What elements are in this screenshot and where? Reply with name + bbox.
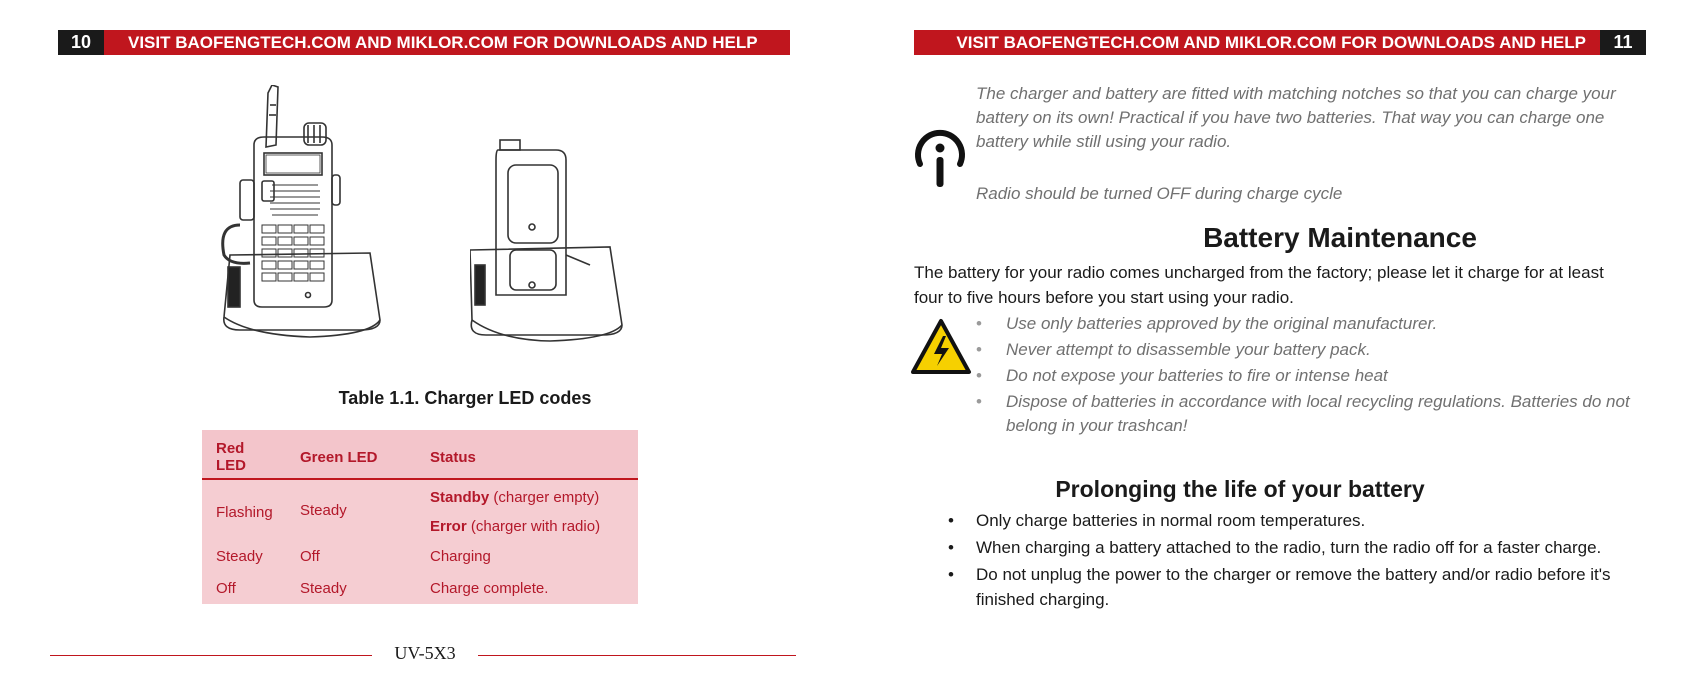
table-row [202,479,638,540]
cell-green: Steady [300,579,347,597]
status-standby-rest: (charger empty) [489,489,600,506]
left-page-number: 10 [58,30,104,55]
table-caption: Table 1.1. Charger LED codes [338,388,592,408]
list-item: • Use only batteries approved by the original manufacturer. [976,312,1636,336]
status-standby-bold: Standby [430,489,490,506]
list-item: • When charging a battery attached to the radio, turn the radio off for a faster charge. [946,535,1646,560]
battery-intro-paragraph: The battery for your radio comes uncharged from the factory; please let it charge for at least four to five hours before you start using your radio. [914,263,1604,307]
footer-model: UV-5X3 [394,643,456,663]
cell-status: Charging [430,547,491,565]
cell-red: Off [216,579,236,597]
cell-red: Steady [216,547,263,565]
table-header-row [202,430,638,479]
battery-maintenance-heading: Battery Maintenance [1203,222,1477,253]
cell-green: Steady [300,501,347,519]
cell-status: Charge complete. [430,579,549,597]
footer-rule-left [50,655,372,656]
cell-red: Flashing [216,503,273,521]
info-icon [912,122,968,190]
status-error-bold: Error [430,518,467,535]
right-header-text: VISIT BAOFENGTECH.COM AND MIKLOR.COM FOR DOWNLOADS AND HELP [956,33,1586,52]
right-page-header [914,30,1646,55]
table-row [202,540,638,572]
radio-off-note: Radio should be turned OFF during charge cycle [976,184,1343,203]
battery-warnings-list [976,312,1636,440]
list-item: • Dispose of batteries in accordance with local recycling regulations. Batteries do not belong in your trashcan! [976,390,1636,438]
prolong-heading: Prolonging the life of your battery [1055,476,1425,502]
battery-in-charger-illustration [470,135,630,365]
footer-rule-right [478,655,796,656]
high-voltage-warning-icon [910,318,972,376]
battery-tips-list [946,508,1646,614]
list-item: • Only charge batteries in normal room temperatures. [946,508,1646,533]
left-page-header [58,30,790,55]
cell-green: Off [300,547,320,565]
radio-in-charger-illustration [220,85,390,365]
cell-status [416,479,638,540]
right-page-number: 11 [1600,30,1646,55]
list-item: • Do not unplug the power to the charger or remove the battery and/or radio before it's finished charging. [946,562,1646,612]
table-row [202,572,638,604]
left-header-text: VISIT BAOFENGTECH.COM AND MIKLOR.COM FOR DOWNLOADS AND HELP [128,33,758,52]
charger-notch-note: The charger and battery are fitted with matching notches so that you can charge your battery on its own! Practical if you have two batteries. That way you can charge one battery while still using your radio. [976,84,1616,151]
list-item: • Never attempt to disassemble your battery pack. [976,338,1636,362]
list-item: • Do not expose your batteries to fire or intense heat [976,364,1636,388]
col-header-red-led: Red LED [202,430,286,479]
col-header-status: Status [416,430,638,479]
charger-led-table [202,430,638,604]
status-error-rest: (charger with radio) [466,518,601,535]
col-header-green-led: Green LED [286,430,416,479]
